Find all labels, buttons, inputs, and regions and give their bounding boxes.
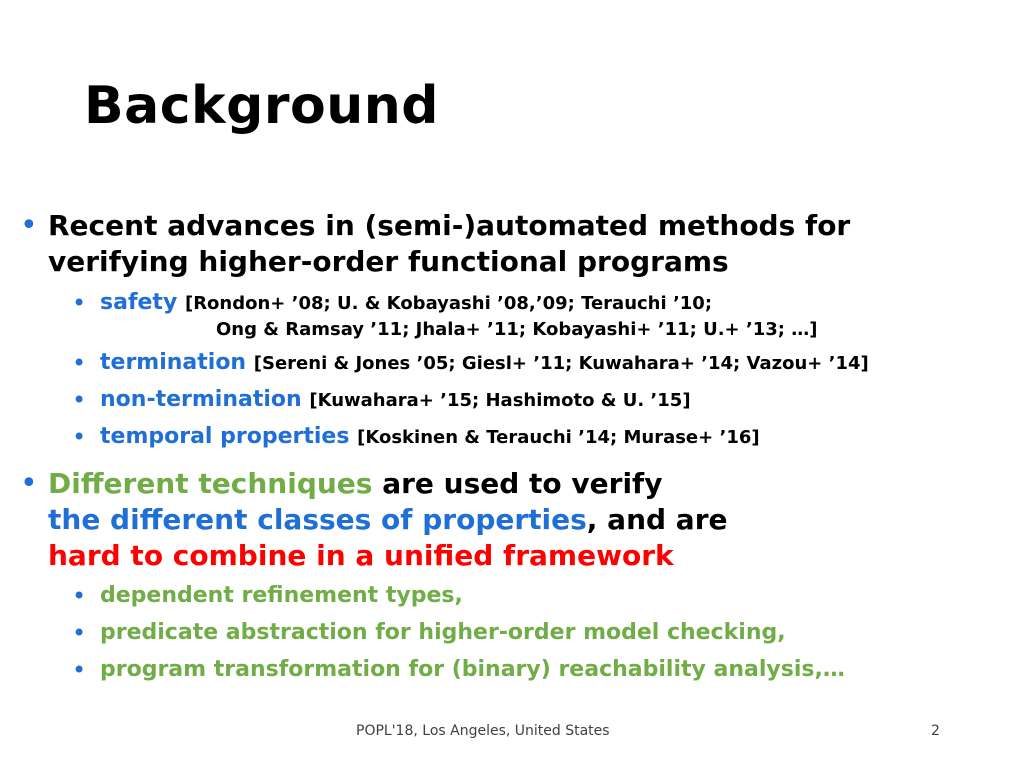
plain-text: , and are [586, 503, 728, 536]
bullet-dot-icon: • [20, 466, 38, 501]
bullet-dot-icon: • [72, 656, 87, 684]
bullet-different-techniques [20, 466, 728, 574]
bullet-dot-icon: • [72, 423, 87, 451]
technique-text: dependent refinement types, [100, 583, 463, 608]
sub-bullet-non-termination [72, 382, 691, 419]
sub-bullet-safety [72, 285, 712, 322]
bullet-line: Recent advances in (semi-)automated methods for [48, 209, 851, 242]
property-label: temporal properties [100, 424, 350, 449]
property-label: non-termination [100, 387, 302, 412]
sub-bullet-termination [72, 345, 869, 382]
bullet-dot-icon: • [72, 619, 87, 647]
sub-bullet-technique [72, 615, 786, 651]
bullet-line: verifying higher-order functional programs [48, 245, 729, 278]
bullet-dot-icon: • [72, 349, 87, 377]
references: [Sereni & Jones ’05; Giesl+ ’11; Kuwahara+ ’14; Vazou+ ’14] [253, 353, 869, 374]
sub-bullet-temporal [72, 419, 760, 456]
highlight-red: hard to combine in a unified framework [48, 539, 674, 572]
sub-bullet-technique [72, 652, 845, 688]
plain-text: are used to verify [372, 467, 663, 500]
sub-bullet-technique [72, 578, 463, 614]
bullet-dot-icon: • [20, 208, 38, 243]
bullet-dot-icon: • [72, 289, 87, 317]
bullet-dot-icon: • [72, 386, 87, 414]
references: [Kuwahara+ ’15; Hashimoto & U. ’15] [309, 390, 691, 411]
bullet-recent-advances [20, 208, 850, 280]
footer-conference: POPL'18, Los Angeles, United States [356, 723, 610, 739]
property-label: termination [100, 350, 247, 375]
technique-text: program transformation for (binary) reachability analysis,… [100, 657, 845, 682]
highlight-blue: the different classes of properties [48, 503, 587, 536]
references: [Koskinen & Terauchi ’14; Murase+ ’16] [357, 427, 760, 448]
references-continued: Ong & Ramsay ’11; Jhala+ ’11; Kobayashi+ ’11; U.+ ’13; …] [216, 319, 818, 340]
references: [Rondon+ ’08; U. & Kobayashi ’08,’09; Terauchi ’10; [184, 293, 713, 314]
bullet-dot-icon: • [72, 582, 87, 610]
technique-text: predicate abstraction for higher-order model checking, [100, 620, 786, 645]
property-label: safety [100, 290, 178, 315]
slide-title: Background [84, 76, 439, 136]
highlight-green: Different techniques [48, 467, 373, 500]
page-number: 2 [931, 723, 940, 739]
